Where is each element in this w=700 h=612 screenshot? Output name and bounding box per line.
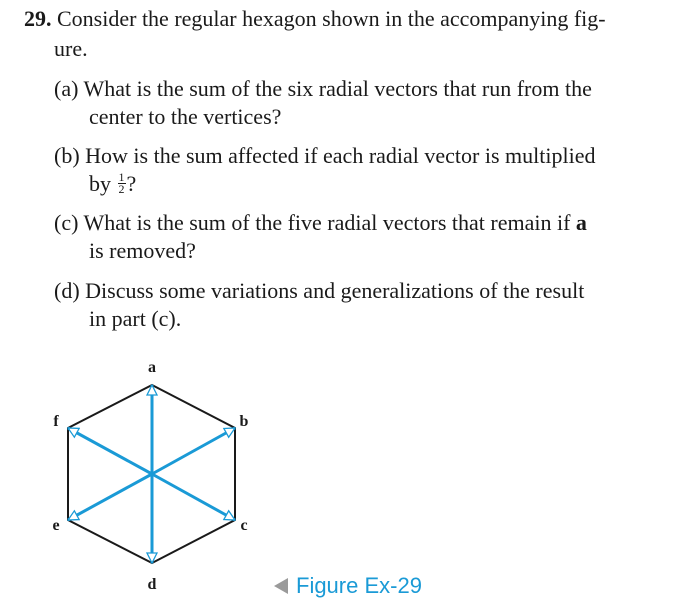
part-a-text: What is the sum of the six radial vectors that run from the xyxy=(83,76,592,101)
part-c-label: (c) xyxy=(54,210,79,235)
fraction-numerator: 1 xyxy=(118,170,125,185)
part-a-line-2: center to the vertices? xyxy=(89,104,282,129)
part-b-question-mark: ? xyxy=(126,171,137,196)
part-b-by: by xyxy=(89,171,111,196)
part-b-label: (b) xyxy=(54,143,80,168)
part-d-text: Discuss some variations and generalizations of the result xyxy=(85,278,585,303)
vertex-label-a: a xyxy=(148,359,156,376)
problem-intro-text: Consider the regular hexagon shown in the accompanying fig- xyxy=(57,6,606,31)
vector-a-reference: a xyxy=(575,210,587,235)
radial-vector-c xyxy=(152,474,235,520)
part-c-text: What is the sum of the five radial vectors that remain if xyxy=(83,210,571,235)
problem-number: 29. xyxy=(24,6,52,31)
part-d-label: (d) xyxy=(54,278,80,303)
figure-caption xyxy=(274,573,422,599)
vertex-label-c: c xyxy=(240,517,248,534)
part-c-line-2: is removed? xyxy=(89,238,196,263)
vertex-label-f: f xyxy=(53,413,59,430)
fraction-denominator: 2 xyxy=(118,182,125,197)
problem-intro-line-2: ure. xyxy=(54,36,88,61)
part-d-line-2: in part (c). xyxy=(89,306,182,331)
caption-pointer-icon xyxy=(274,578,288,594)
radial-vector-e xyxy=(68,474,152,520)
figure-caption-text: Figure Ex-29 xyxy=(296,573,422,598)
vertex-label-b: b xyxy=(239,413,249,430)
radial-vector-f xyxy=(68,428,152,474)
radial-vector-b xyxy=(152,428,235,474)
part-b-text: How is the sum affected if each radial vector is multiplied xyxy=(85,143,596,168)
part-a-label: (a) xyxy=(54,76,79,101)
vertex-label-d: d xyxy=(147,576,157,593)
vertex-label-e: e xyxy=(52,517,60,534)
